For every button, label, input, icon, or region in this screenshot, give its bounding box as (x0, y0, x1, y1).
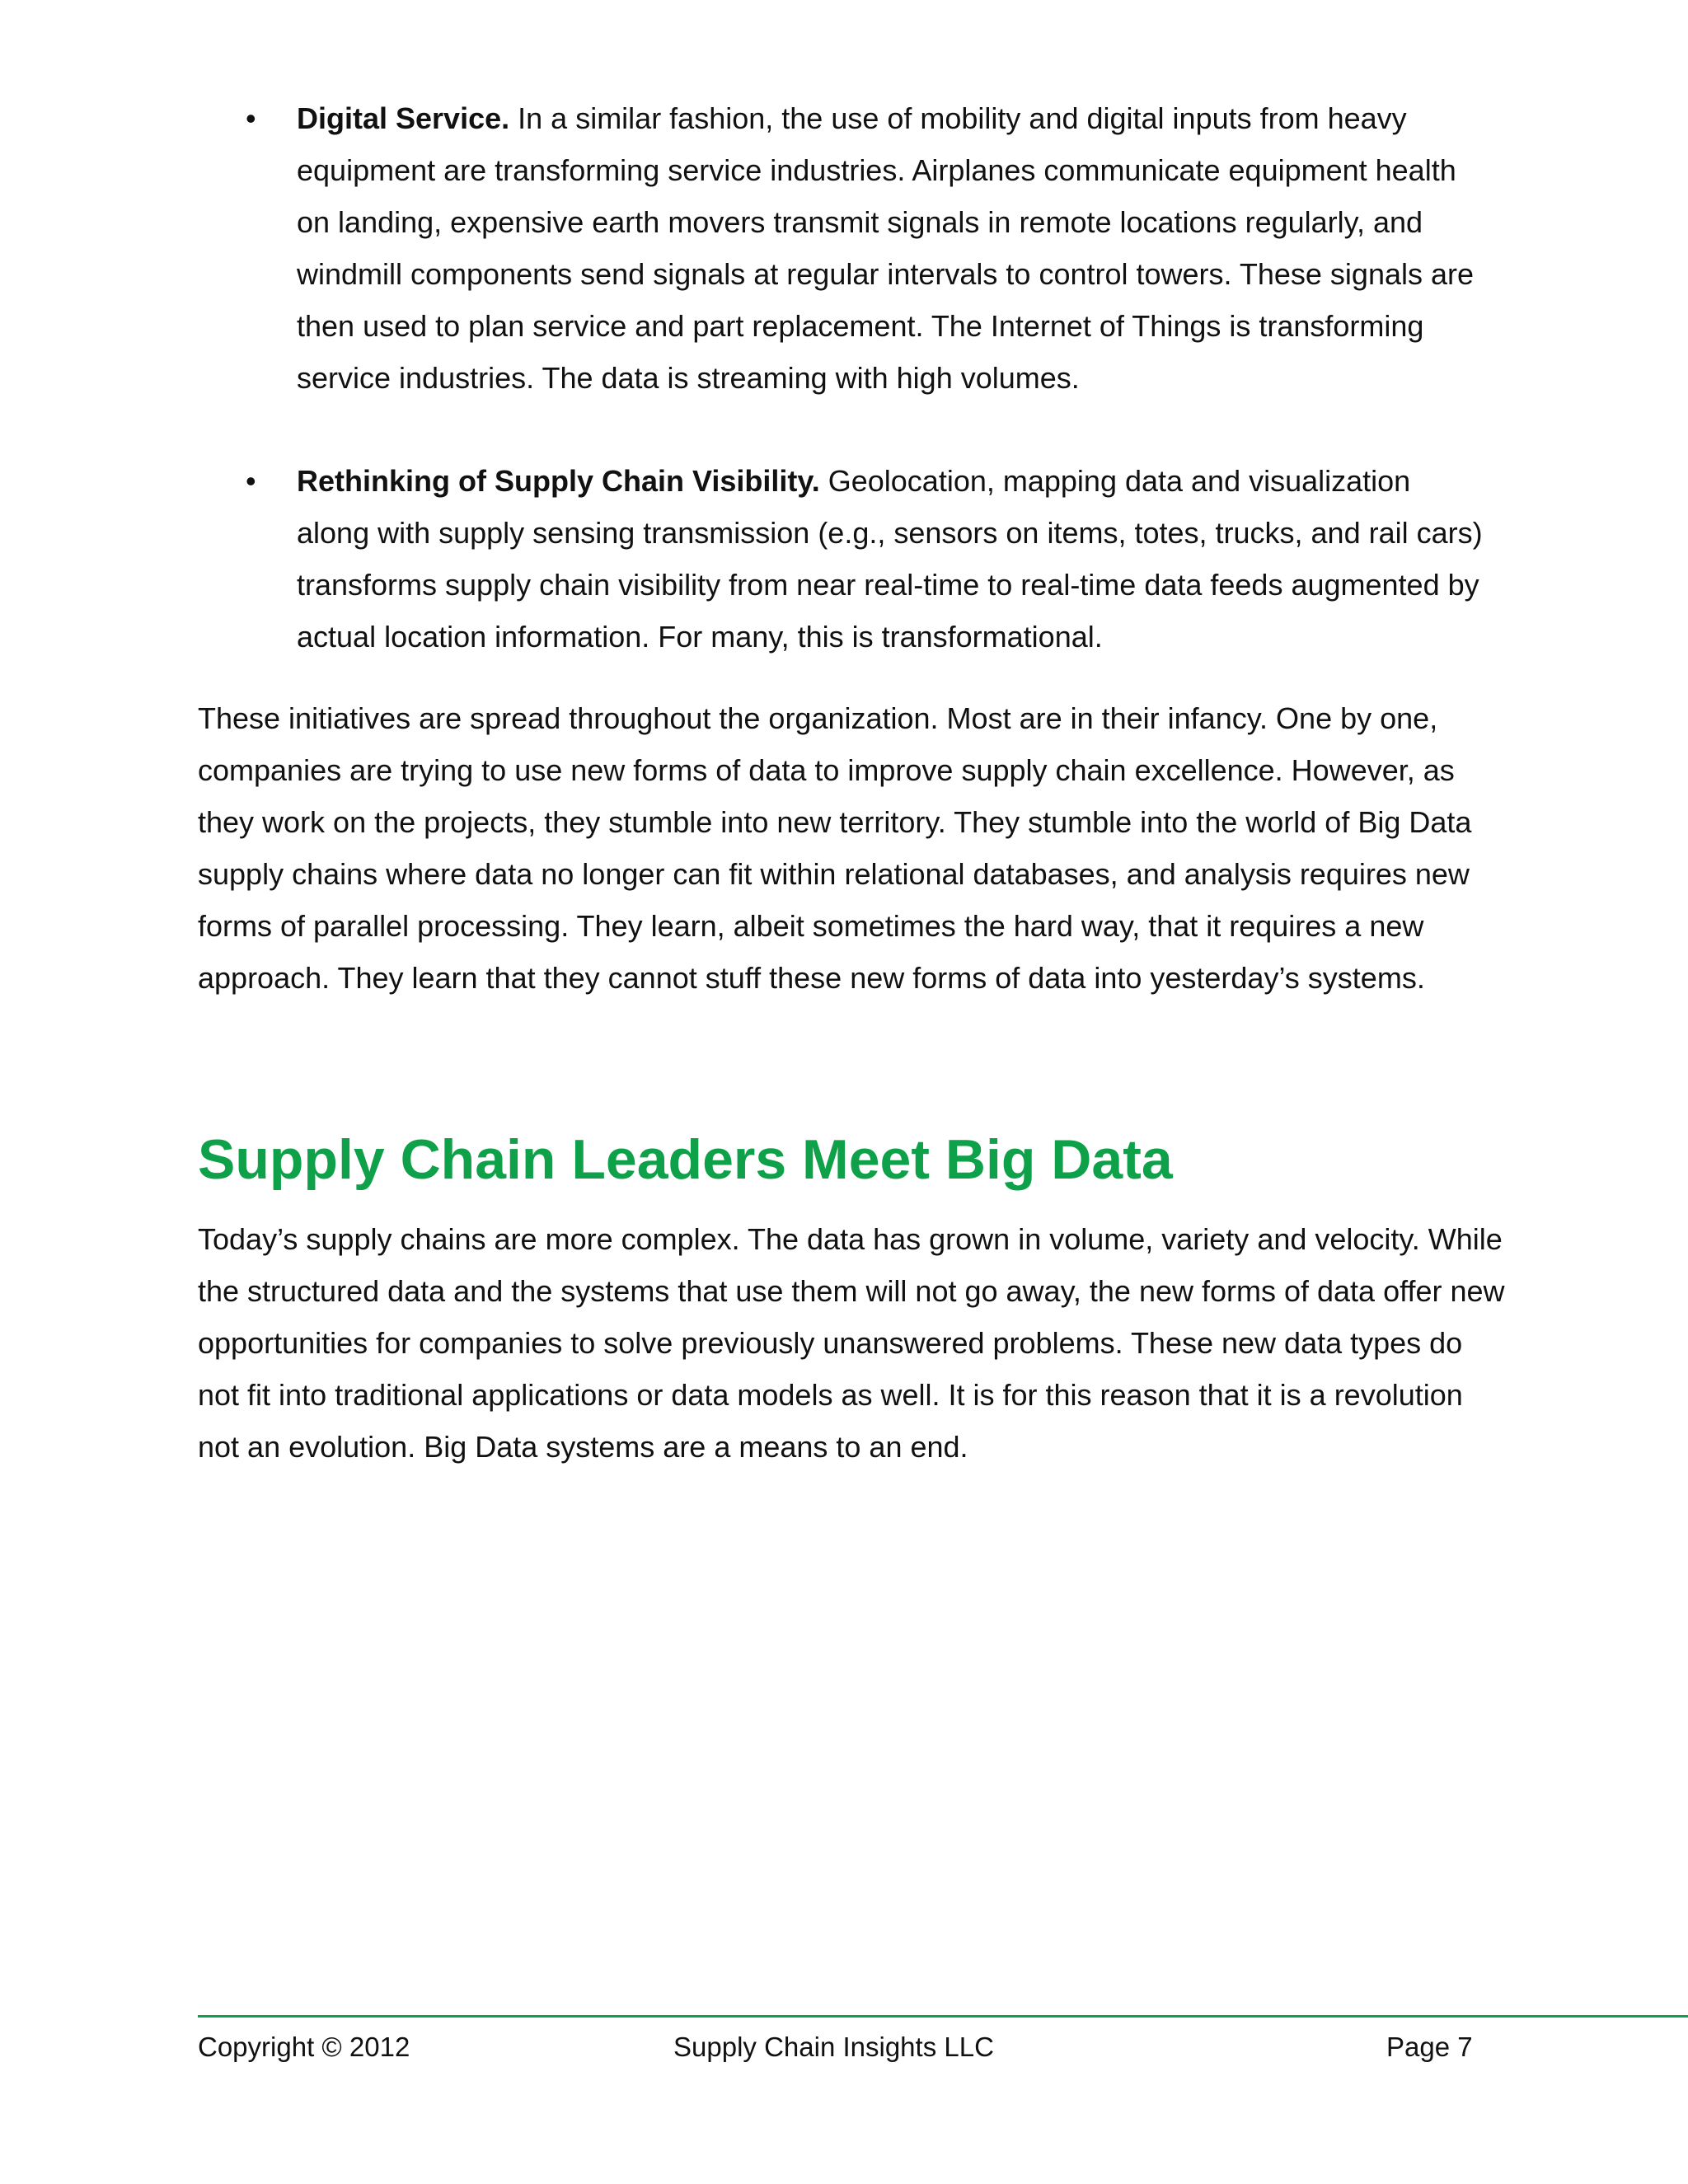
bullet-list (198, 92, 1484, 714)
body-paragraph: Today’s supply chains are more complex. The data has grown in volume, variety and velocity. While the structured data and the systems that use them will not go away, the new forms of data offer new opportunities for companies to solve previously unanswered problems. These new data types do not fit into traditional applications or data models as well. It is for this reason that it is a revolution not an evolution. Big Data systems are a means to an end. (198, 1222, 1505, 1464)
bullet-title: Rethinking of Supply Chain Visibility. (297, 464, 820, 498)
bullet-text: Geolocation, mapping data and visualization along with supply sensing transmission (e.g., sensors on items, totes, trucks, and rail cars) transforms supply chain visibility from near real-time to real-time data feeds augmented by actual location information. For many, this is transformational. (297, 464, 1483, 654)
footer-company: Supply Chain Insights LLC (673, 2032, 994, 2062)
bullet-item-supply-chain-visibility (198, 455, 1484, 663)
bullet-item-digital-service (198, 92, 1484, 404)
bullet-title: Digital Service. (297, 101, 510, 135)
bullet-icon: • (246, 464, 256, 498)
footer-copyright: Copyright © 2012 (198, 2032, 410, 2062)
section-heading: Supply Chain Leaders Meet Big Data (198, 1128, 1173, 1191)
footer-page-number: Page 7 (1386, 2032, 1473, 2062)
bullet-text: In a similar fashion, the use of mobility and digital inputs from heavy equipment are transforming service industries. Airplanes communicate equipment health on landing, expensive earth movers transmit signals in remote locations regularly, and windmill components send signals at regular intervals to control towers. These signals are then used to plan service and part replacement. The Internet of Things is transforming service industries. The data is streaming with high volumes. (297, 101, 1475, 395)
bullet-icon: • (246, 101, 256, 135)
body-paragraph: These initiatives are spread throughout the organization. Most are in their infancy. One by one, companies are trying to use new forms of data to improve supply chain excellence. However, as they work on the projects, they stumble into new territory. They stumble into the world of Big Data supply chains where data no longer can fit within relational databases, and analysis requires new forms of parallel processing. They learn, albeit sometimes the hard way, that it requires a new approach. They learn that they cannot stuff these new forms of data into yesterday’s systems. (198, 701, 1472, 995)
footer-divider (198, 2015, 1688, 2018)
